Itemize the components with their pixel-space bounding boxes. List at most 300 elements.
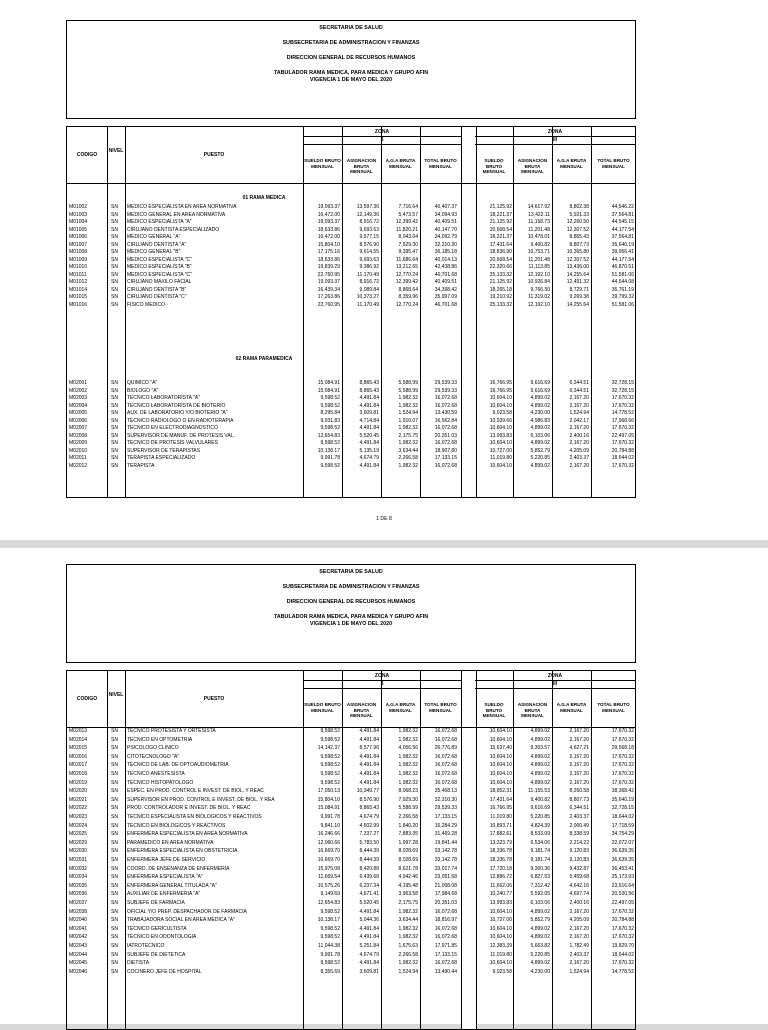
cell-sueldo-iii: 13,993.83 [489, 900, 512, 906]
cell-sueldo-ii: 15,084.91 [317, 805, 340, 812]
cell-asignacion-iii: 13,422.11 [528, 211, 550, 218]
cell-total-iii: 39,956.41 [611, 249, 634, 255]
cell-codigo: M02038 [69, 908, 88, 915]
table-row [67, 380, 635, 387]
cell-asignacion-ii: 4,491.84 [359, 440, 379, 446]
cell-nivel: SN [111, 271, 118, 278]
cell-puesto: MEDICO GENERAL EN AREA NORMATIVA [127, 211, 226, 218]
cell-nivel: SN [111, 395, 118, 401]
cell-sueldo-iii: 16,766.95 [489, 805, 512, 812]
document-header [66, 20, 636, 119]
zona-iii-p2: III [552, 681, 558, 687]
table-row [67, 737, 635, 744]
cell-nivel: SN [111, 874, 118, 881]
cell-asignacion-ii: 4,491.84 [359, 395, 379, 401]
cell-asignacion-iii: 4,899.02 [530, 960, 550, 967]
cell-asignacion-iii: 4,899.02 [530, 762, 550, 769]
cell-total-ii: 31,469.28 [434, 831, 457, 838]
cell-nivel: SN [111, 425, 118, 431]
cell-aga-ii: 5,473.57 [398, 211, 418, 218]
cell-nivel: SN [111, 805, 118, 812]
cell-sueldo-ii: 9,598.52 [320, 779, 340, 786]
cell-total-ii: 40,407.37 [434, 204, 457, 210]
cell-nivel: SN [111, 908, 118, 915]
cell-sueldo-ii: 9,598.52 [320, 908, 340, 915]
cell-puesto: COCINERO JEFE DE HOSPITAL [127, 968, 202, 975]
cell-aga-ii: 1,982.32 [398, 736, 418, 743]
cell-asignacion-ii: 8,576.90 [359, 796, 379, 803]
table-row [67, 728, 635, 735]
cell-codigo: M02035 [69, 882, 88, 889]
cell-puesto: SUPERVISOR EN PROD. CONTROL E INVEST. DE BIOL. Y REA [127, 796, 275, 803]
cell-codigo: M01004 [69, 219, 88, 225]
table-row [67, 848, 635, 855]
cell-sueldo-iii: 16,766.95 [489, 380, 512, 386]
table-row [67, 455, 635, 462]
cell-total-iii: 17,670.32 [611, 762, 634, 769]
cell-asignacion-ii: 4,674.79 [359, 951, 379, 958]
cell-nivel: SN [111, 249, 118, 255]
cell-asignacion-iii: 11,201.48 [528, 226, 550, 233]
table-row [67, 934, 635, 941]
cell-aga-ii: 8,043.64 [398, 234, 418, 240]
cell-asignacion-ii: 9,614.55 [359, 249, 379, 255]
cell-asignacion-ii: 5,251.84 [359, 943, 379, 949]
section-rama-medica: 01 RAMA MEDICA [242, 195, 286, 201]
cell-sueldo-iii: 10,604.10 [489, 395, 512, 401]
cell-puesto: TRABAJADORA SOCIAL EN AREA MEDICA "A" [127, 917, 235, 924]
cell-aga-iii: 10,365.80 [566, 249, 589, 255]
cell-aga-iii: 12,307.52 [566, 256, 589, 263]
cell-sueldo-ii: 9,598.52 [320, 462, 340, 469]
cell-codigo: M02042 [69, 934, 88, 941]
cell-aga-ii: 3,634.44 [398, 917, 418, 924]
cell-asignacion-iii: 10,926.84 [527, 279, 550, 285]
cell-total-ii: 17,971.85 [434, 943, 457, 949]
cell-asignacion-ii: 4,491.84 [359, 728, 379, 734]
cell-sueldo-ii: 9,598.52 [320, 771, 340, 777]
cell-total-iii: 35,640.19 [611, 796, 634, 803]
cell-total-iii: 17,670.32 [611, 779, 634, 786]
cell-asignacion-iii: 10,478.01 [527, 234, 550, 240]
col-puesto: PUESTO [203, 152, 225, 158]
cell-aga-ii: 1,982.32 [398, 908, 418, 915]
cell-aga-ii: 1,982.32 [398, 402, 418, 409]
col-total: TOTAL BRUTO MENSUAL [424, 158, 457, 169]
cell-aga-ii: 2,266.58 [398, 455, 418, 461]
table-row [67, 762, 635, 769]
cell-total-iii: 34,754.29 [611, 831, 634, 838]
cell-puesto: MEDICO ESPECIALISTA "A" [127, 219, 192, 225]
cell-asignacion-iii: 9,616.69 [530, 387, 550, 394]
cell-asignacion-iii: 4,899.02 [530, 736, 550, 743]
cell-aga-iii: 8,802.38 [569, 204, 589, 210]
cell-asignacion-iii: 5,220.85 [530, 951, 550, 958]
cell-aga-iii: 12,491.32 [566, 279, 589, 285]
table-row [67, 909, 635, 916]
cell-codigo: M02011 [69, 455, 87, 461]
cell-total-ii: 34,094.93 [434, 211, 457, 218]
cell-aga-iii: 2,167.20 [569, 395, 589, 401]
cell-sueldo-iii: 11,019.80 [490, 951, 512, 958]
cell-total-iii: 36,639.35 [611, 848, 634, 855]
cell-total-ii: 23,051.68 [434, 874, 457, 881]
cell-nivel: SN [111, 968, 118, 975]
cell-puesto: PSICOLOGO CLINICO [127, 745, 179, 752]
cell-total-ii: 20,351.03 [434, 432, 457, 439]
cell-sueldo-ii: 19,093.37 [317, 204, 340, 210]
cell-nivel: SN [111, 943, 118, 949]
cell-sueldo-iii: 10,939.66 [489, 417, 512, 424]
table-row [67, 771, 635, 778]
cell-sueldo-ii: 10,138.17 [317, 447, 340, 454]
zona-iii: III [552, 137, 558, 143]
cell-nivel: SN [111, 264, 118, 270]
cell-total-iii: 44,177.54 [611, 226, 634, 233]
cell-sueldo-iii: 18,265.18 [489, 286, 512, 293]
cell-total-iii: 36,761.19 [611, 286, 634, 293]
cell-aga-iii: 4,627.21 [569, 745, 589, 752]
cell-total-iii: 18,644.02 [611, 455, 634, 461]
cell-asignacion-ii: 9,089.84 [359, 286, 379, 293]
cell-sueldo-ii: 22,760.95 [317, 271, 340, 278]
table-row [67, 279, 635, 286]
cell-sueldo-ii: 9,598.52 [320, 425, 340, 431]
table-row [67, 780, 635, 787]
cell-sueldo-ii: 16,472.00 [317, 234, 340, 240]
cell-asignacion-ii: 8,865.43 [359, 380, 379, 386]
cell-total-ii: 17,133.15 [434, 951, 457, 958]
cell-puesto: TECNICO HISTOPATOLOGO [127, 779, 194, 786]
cell-nivel: SN [111, 204, 118, 210]
cell-sueldo-iii: 10,240.77 [489, 891, 512, 898]
cell-puesto: QUIMICO "A" [127, 380, 158, 386]
cell-total-iii: 17,670.32 [611, 771, 634, 777]
cell-asignacion-ii: 8,576.90 [359, 241, 379, 248]
cell-nivel: SN [111, 960, 118, 967]
cell-asignacion-iii: 5,663.82 [530, 943, 550, 949]
cell-aga-ii: 8,028.69 [398, 848, 418, 855]
cell-total-iii: 32,728.15 [611, 805, 634, 812]
cell-nivel: SN [111, 917, 118, 924]
cell-sueldo-iii: 9,023.58 [492, 968, 512, 975]
cell-total-ii: 26,776.89 [434, 745, 457, 752]
cell-aga-ii: 4,195.48 [398, 882, 418, 889]
cell-total-iii: 17,670.32 [611, 402, 634, 409]
cell-aga-ii: 1,524.94 [398, 968, 418, 975]
cell-total-ii: 29,539.33 [434, 380, 457, 386]
cell-codigo: M01008 [69, 249, 88, 255]
cell-total-iii: 22,497.05 [611, 900, 634, 906]
cell-asignacion-ii: 6,237.34 [359, 882, 379, 889]
table-row [67, 866, 635, 873]
cell-asignacion-ii: 8,444.39 [359, 848, 379, 855]
cell-total-ii: 16,072.68 [434, 771, 457, 777]
col-nivel-2: NIVEL [108, 692, 124, 698]
cell-puesto: ENFERMERA ESPECIALISTA "A" [127, 874, 203, 881]
zona-ii: II [380, 137, 384, 143]
cell-sueldo-ii: 9,598.52 [320, 395, 340, 401]
cell-puesto: SUBJEFE DE FARMACIA [127, 900, 185, 906]
cell-puesto: SUBJEFE DE DIETETICA [127, 951, 186, 958]
cell-asignacion-iii: 9,766.30 [530, 286, 550, 293]
cell-total-ii: 13,430.59 [434, 410, 457, 416]
table-row [67, 212, 635, 219]
table-row [67, 840, 635, 847]
table-row [67, 425, 635, 432]
col-aga-p2: A.G.A BRUTA MENSUAL [385, 702, 416, 713]
cell-codigo: M01005 [69, 226, 88, 233]
cell-sueldo-ii: 9,598.52 [320, 753, 340, 760]
col-asignacion-p2: ASIGNACION BRUTA MENSUAL [346, 702, 377, 718]
salary-table-2 [66, 670, 636, 1030]
cell-nivel: SN [111, 402, 118, 409]
cell-sueldo-ii: 16,669.70 [317, 857, 340, 863]
cell-codigo: M02009 [69, 440, 88, 446]
cell-sueldo-iii: 10,604.10 [489, 771, 512, 777]
cell-codigo: M02017 [69, 762, 88, 769]
header-direction-2: DIRECCION GENERAL DE RECURSOS HUMANOS [286, 599, 416, 605]
cell-codigo: M02032 [69, 865, 88, 872]
cell-puesto: TERAPISTA [127, 462, 155, 469]
cell-sueldo-iii: 21,125.92 [489, 204, 512, 210]
cell-sueldo-iii: 10,604.10 [489, 753, 512, 760]
cell-codigo: M02004 [69, 402, 88, 409]
cell-puesto: ENFERMERA ESPECIALISTA EN AREA NORMATIVA [127, 831, 248, 838]
cell-total-ii: 40,014.13 [434, 256, 457, 263]
header-direction: DIRECCION GENERAL DE RECURSOS HUMANOS [286, 55, 416, 61]
cell-sueldo-ii: 8,355.69 [320, 968, 340, 975]
cell-asignacion-iii: 12,192.10 [527, 301, 550, 308]
cell-aga-ii: 1,524.94 [398, 410, 418, 416]
cell-total-iii: 20,784.88 [611, 917, 634, 924]
cell-sueldo-iii: 10,604.10 [489, 960, 512, 967]
cell-asignacion-iii: 10,753.71 [527, 249, 550, 255]
cell-sueldo-ii: 15,975.08 [317, 865, 340, 872]
cell-asignacion-ii: 9,386.92 [359, 264, 379, 270]
cell-codigo: M02044 [69, 951, 88, 958]
cell-puesto: AUXILIAR DE ENFERMERIA "A" [127, 891, 201, 898]
cell-asignacion-ii: 6,439.68 [359, 874, 379, 881]
table-row [67, 418, 635, 425]
cell-codigo: M02041 [69, 925, 88, 932]
cell-sueldo-iii: 10,604.10 [489, 736, 512, 743]
cell-sueldo-iii: 13,323.79 [489, 839, 512, 846]
cell-total-iii: 37,564.81 [611, 234, 634, 240]
zona-label-2: ZONA [547, 129, 563, 135]
cell-nivel: SN [111, 865, 118, 872]
cell-puesto: FISICO MEDICO [127, 301, 166, 308]
cell-codigo: M02013 [69, 728, 88, 734]
cell-aga-ii: 13,212.65 [395, 264, 418, 270]
cell-asignacion-iii: 4,899.02 [530, 925, 550, 932]
cell-aga-iii: 2,400.16 [569, 900, 589, 906]
cell-codigo: M01002 [69, 204, 88, 210]
cell-sueldo-iii: 20,668.54 [489, 256, 512, 263]
cell-total-ii: 29,539.33 [434, 387, 457, 394]
cell-sueldo-iii: 10,727.00 [489, 917, 512, 924]
cell-puesto: CIRUJANO DENTISTA "C" [127, 294, 187, 300]
cell-sueldo-ii: 10,575.26 [317, 882, 340, 889]
cell-total-iii: 17,670.32 [611, 736, 634, 743]
cell-aga-iii: 2,403.37 [569, 814, 589, 820]
cell-aga-ii: 1,982.32 [398, 925, 418, 932]
cell-aga-ii: 1,675.63 [398, 943, 418, 949]
cell-codigo: M02001 [69, 380, 88, 386]
cell-sueldo-ii: 18,633.86 [317, 226, 340, 233]
cell-total-ii: 16,072.68 [434, 753, 457, 760]
cell-nivel: SN [111, 279, 118, 285]
cell-total-ii: 16,072.68 [434, 925, 457, 932]
cell-asignacion-iii: 6,534.06 [530, 839, 550, 846]
cell-aga-ii: 1,982.32 [398, 771, 418, 777]
cell-total-iii: 22,072.07 [611, 839, 634, 846]
cell-aga-iii: 12,307.52 [566, 226, 589, 233]
cell-aga-iii: 2,167.20 [569, 440, 589, 446]
cell-puesto: TECNICO LABORATORISTA "A" [127, 395, 201, 401]
cell-total-iii: 14,778.52 [611, 968, 634, 975]
col-sueldo-3-p2: SUELDO BRUTO MENSUAL [482, 702, 506, 718]
cell-aga-iii: 2,167.20 [569, 771, 589, 777]
cell-total-iii: 14,778.52 [611, 410, 634, 416]
cell-nivel: SN [111, 256, 118, 263]
col-aga-3-p2: A.G.A BRUTA MENSUAL [556, 702, 587, 713]
cell-asignacion-iii: 14,617.92 [527, 204, 550, 210]
cell-total-iii: 17,670.32 [611, 908, 634, 915]
cell-aga-ii: 7,929.30 [398, 796, 418, 803]
cell-asignacion-iii: 8,533.09 [530, 831, 550, 838]
header-ministry-2: SECRETARIA DE SALUD [319, 569, 383, 575]
cell-total-ii: 35,468.13 [434, 788, 457, 795]
zona-label-p2: ZONA [374, 673, 390, 679]
cell-codigo: M01012 [69, 279, 88, 285]
cell-aga-ii: 8,359.96 [398, 294, 418, 300]
cell-asignacion-ii: 8,916.72 [359, 279, 379, 285]
page-2 [0, 548, 768, 1024]
cell-total-ii: 32,310.30 [434, 241, 457, 248]
cell-asignacion-ii: 8,420.88 [359, 865, 379, 872]
cell-asignacion-iii: 11,113.85 [528, 264, 550, 270]
table-row [67, 831, 635, 838]
table-row [67, 857, 635, 864]
table-row [67, 788, 635, 795]
cell-asignacion-ii: 8,444.39 [359, 857, 379, 863]
cell-total-iii: 23,616.64 [611, 882, 634, 889]
cell-codigo: M02002 [69, 387, 88, 394]
zona-label-p2b: ZONA [547, 673, 563, 679]
cell-sueldo-iii: 9,023.58 [492, 410, 512, 416]
cell-aga-ii: 3,634.44 [398, 447, 418, 454]
table-row [67, 814, 635, 821]
col-total-3: TOTAL BRUTO MENSUAL [597, 158, 630, 169]
cell-asignacion-iii: 9,181.74 [530, 857, 550, 863]
cell-aga-ii: 12,770.24 [395, 271, 418, 278]
cell-total-ii: 20,351.03 [434, 900, 457, 906]
cell-total-iii: 17,670.32 [611, 728, 634, 734]
cell-aga-ii: 1,982.32 [398, 779, 418, 786]
cell-total-ii: 16,072.68 [434, 402, 457, 409]
table-row [67, 883, 635, 890]
cell-aga-ii: 1,982.32 [398, 753, 418, 760]
cell-nivel: SN [111, 410, 118, 416]
cell-aga-iii: 9,120.83 [569, 857, 589, 863]
cell-total-iii: 44,544.08 [611, 279, 634, 285]
cell-total-ii: 17,984.68 [434, 891, 457, 898]
cell-aga-iii: 2,167.20 [569, 728, 589, 734]
cell-asignacion-ii: 3,609.81 [359, 968, 379, 975]
cell-puesto: TECNICO PROTESISTA Y ORTESISTA [127, 728, 216, 734]
table-row [67, 249, 635, 256]
cell-total-iii: 17,670.32 [611, 462, 634, 469]
cell-total-ii: 42,438.86 [434, 264, 457, 270]
cell-codigo: M02030 [69, 848, 88, 855]
cell-nivel: SN [111, 294, 118, 300]
cell-codigo: M01011 [69, 271, 87, 278]
cell-nivel: SN [111, 226, 118, 233]
cell-codigo: M02010 [69, 447, 88, 454]
cell-sueldo-ii: 17,263.86 [317, 294, 340, 300]
cell-nivel: SN [111, 462, 118, 469]
header-ministry: SECRETARIA DE SALUD [319, 25, 383, 31]
cell-total-ii: 17,133.15 [434, 455, 457, 461]
cell-aga-iii: 8,865.43 [569, 234, 589, 240]
cell-aga-ii: 2,175.75 [398, 900, 418, 906]
cell-puesto: TECNICO DE LAB. DE OPTOAUDIOMETRIA [127, 762, 229, 769]
cell-asignacion-iii: 4,899.02 [530, 771, 550, 777]
cell-asignacion-iii: 5,852.79 [530, 917, 550, 924]
cell-asignacion-iii: 6,103.06 [530, 432, 550, 439]
cell-sueldo-iii: 13,993.83 [489, 432, 512, 439]
cell-nivel: SN [111, 814, 118, 820]
col-puesto-2: PUESTO [203, 696, 225, 702]
cell-sueldo-iii: 10,604.10 [489, 925, 512, 932]
cell-codigo: M02015 [69, 745, 88, 752]
cell-aga-ii: 8,621.78 [398, 865, 418, 872]
cell-puesto: DIETISTA [127, 960, 150, 967]
cell-sueldo-ii: 9,991.78 [320, 951, 340, 958]
cell-puesto: TECNICO ESPECIALISTA EN BIOLOGICOS Y REACTIVOS [127, 814, 262, 820]
table-row [67, 917, 635, 924]
cell-aga-iii: 4,697.74 [569, 891, 589, 898]
cell-sueldo-iii: 10,604.10 [489, 425, 512, 431]
cell-asignacion-iii: 9,303.57 [530, 745, 550, 752]
cell-puesto: TECNICO GERICULTISTA [127, 925, 187, 932]
table-row [67, 874, 635, 881]
salary-table-1 [66, 126, 636, 498]
cell-total-iii: 39,799.32 [611, 294, 634, 300]
cell-sueldo-iii: 10,604.10 [489, 728, 512, 734]
cell-sueldo-ii: 9,598.52 [320, 736, 340, 743]
cell-puesto: MEDICO ESPECIALISTA "C" [127, 271, 192, 278]
cell-asignacion-iii: 7,312.42 [530, 882, 550, 889]
cell-sueldo-ii: 9,598.52 [320, 440, 340, 446]
cell-asignacion-ii: 4,491.84 [359, 762, 379, 769]
cell-sueldo-ii: 9,991.78 [320, 455, 340, 461]
cell-sueldo-ii: 16,669.70 [317, 848, 340, 855]
col-asignacion-3: ASIGNACION BRUTA MENSUAL [517, 158, 548, 174]
cell-asignacion-iii: 4,230.00 [530, 968, 550, 975]
cell-sueldo-iii: 11,662.06 [490, 882, 512, 889]
cell-nivel: SN [111, 779, 118, 786]
page-number: 1 DE 8 [376, 516, 392, 522]
cell-nivel: SN [111, 839, 118, 846]
cell-puesto: MEDICO ESPECIALISTA "B" [127, 264, 192, 270]
cell-asignacion-iii: 4,899.02 [530, 753, 550, 760]
header-validity: VIGENCIA 1 DE MAYO DEL 2020 [309, 77, 393, 83]
cell-aga-iii: 6,344.51 [569, 805, 589, 812]
table-row [67, 287, 635, 294]
cell-aga-iii: 8,807.73 [569, 796, 589, 803]
